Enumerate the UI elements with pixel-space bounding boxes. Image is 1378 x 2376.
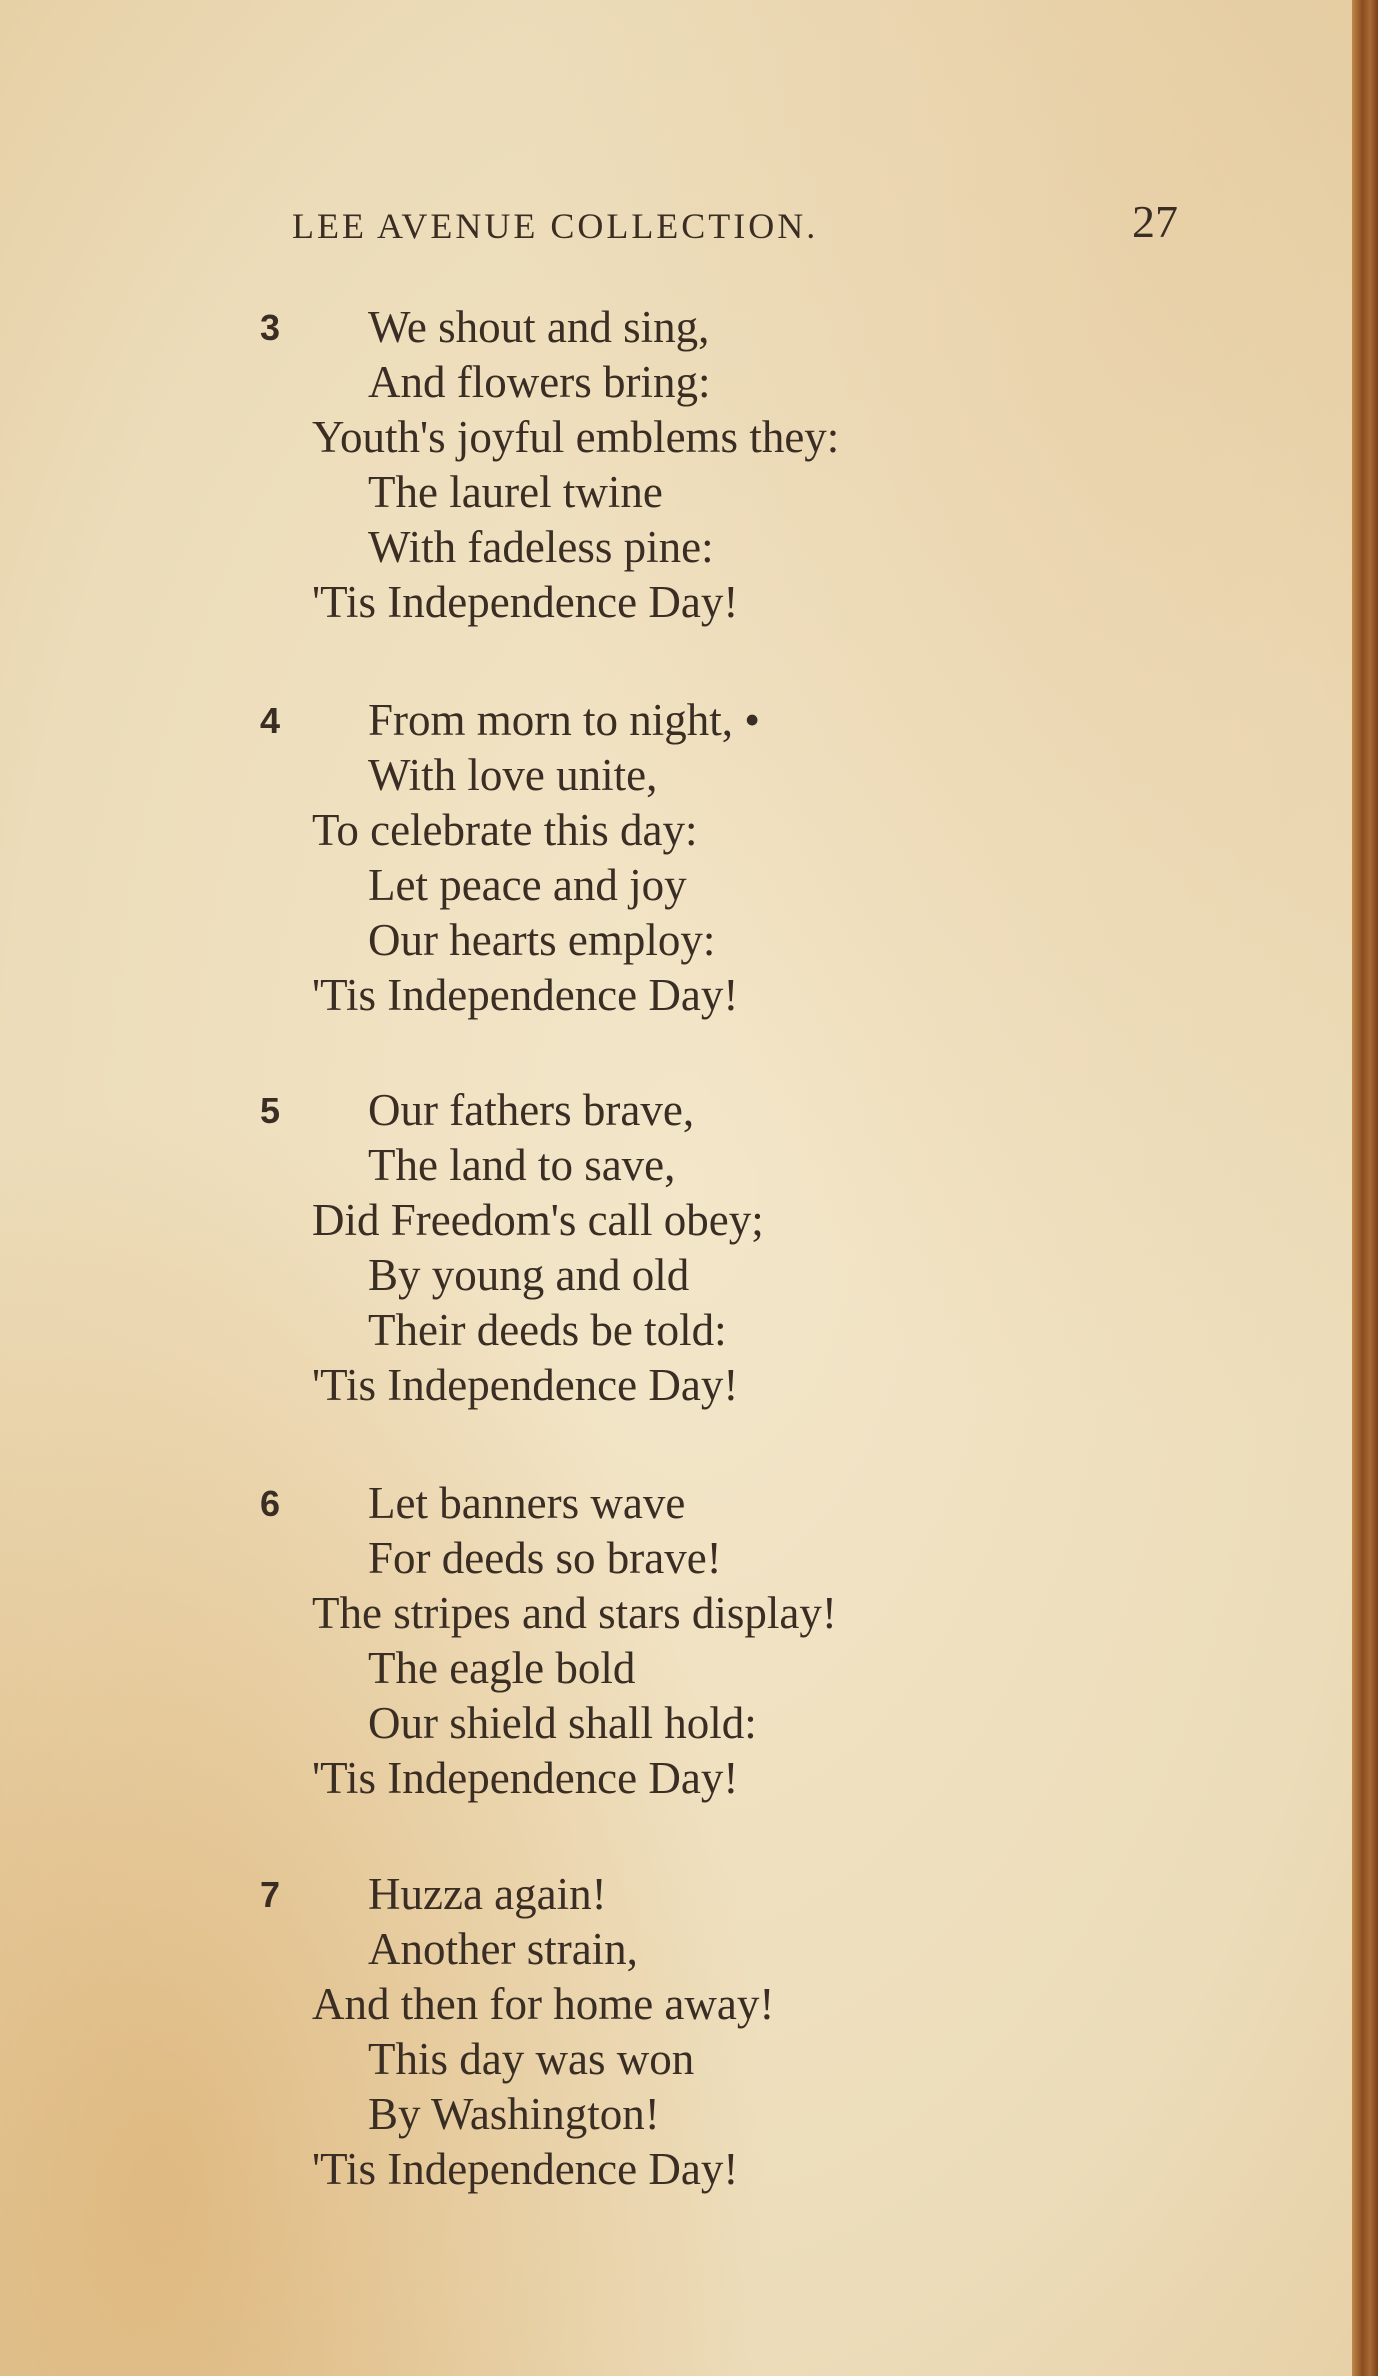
- verse-line: Another strain,: [368, 1924, 638, 1974]
- verse-line: We shout and sing,: [368, 302, 710, 352]
- running-title: LEE AVENUE COLLECTION.: [292, 206, 819, 246]
- verse-line: 'Tis Independence Day!: [312, 970, 739, 1020]
- verse-line: With fadeless pine:: [368, 522, 714, 572]
- stanza-number: 3: [260, 307, 281, 348]
- verse-line: Our fathers brave,: [368, 1085, 695, 1135]
- verse-line: And flowers bring:: [368, 357, 711, 407]
- verse-line: And then for home away!: [312, 1979, 775, 2029]
- verse-line: Youth's joyful emblems they:: [312, 412, 840, 462]
- verse-line: Our shield shall hold:: [368, 1698, 757, 1748]
- stanza-number: 4: [260, 700, 281, 741]
- verse-line: 'Tis Independence Day!: [312, 2144, 739, 2194]
- stanza-number: 6: [260, 1483, 281, 1524]
- verse-line: 'Tis Independence Day!: [312, 1753, 739, 1803]
- verse-line: Their deeds be told:: [368, 1305, 727, 1355]
- verse-line: 'Tis Independence Day!: [312, 1360, 739, 1410]
- stanza-number: 5: [260, 1090, 281, 1131]
- verse-line: The stripes and stars display!: [312, 1588, 837, 1638]
- verse-line: By young and old: [368, 1250, 690, 1300]
- stanza-number: 7: [260, 1874, 281, 1915]
- verse-line: Did Freedom's call obey;: [312, 1195, 764, 1245]
- verse-line: Let peace and joy: [368, 860, 687, 910]
- verse-line: The land to save,: [368, 1140, 676, 1190]
- verse-line: Let banners wave: [368, 1478, 686, 1528]
- verse-line: This day was won: [368, 2034, 695, 2084]
- verse-line: The eagle bold: [368, 1643, 636, 1693]
- verse-line: Our hearts employ:: [368, 915, 716, 965]
- verse-line: 'Tis Independence Day!: [312, 577, 739, 627]
- page-edge: [1352, 0, 1378, 2376]
- verse-line: To celebrate this day:: [312, 805, 698, 855]
- verse-line: With love unite,: [368, 750, 658, 800]
- verse-line: The laurel twine: [368, 467, 663, 517]
- verse-line: From morn to night, •: [368, 695, 761, 745]
- verse-line: Huzza again!: [368, 1869, 607, 1919]
- page-header: [0, 196, 1378, 256]
- verse-line: By Washington!: [368, 2089, 660, 2139]
- page-number: 27: [1132, 196, 1178, 247]
- verse-line: For deeds so brave!: [368, 1533, 722, 1583]
